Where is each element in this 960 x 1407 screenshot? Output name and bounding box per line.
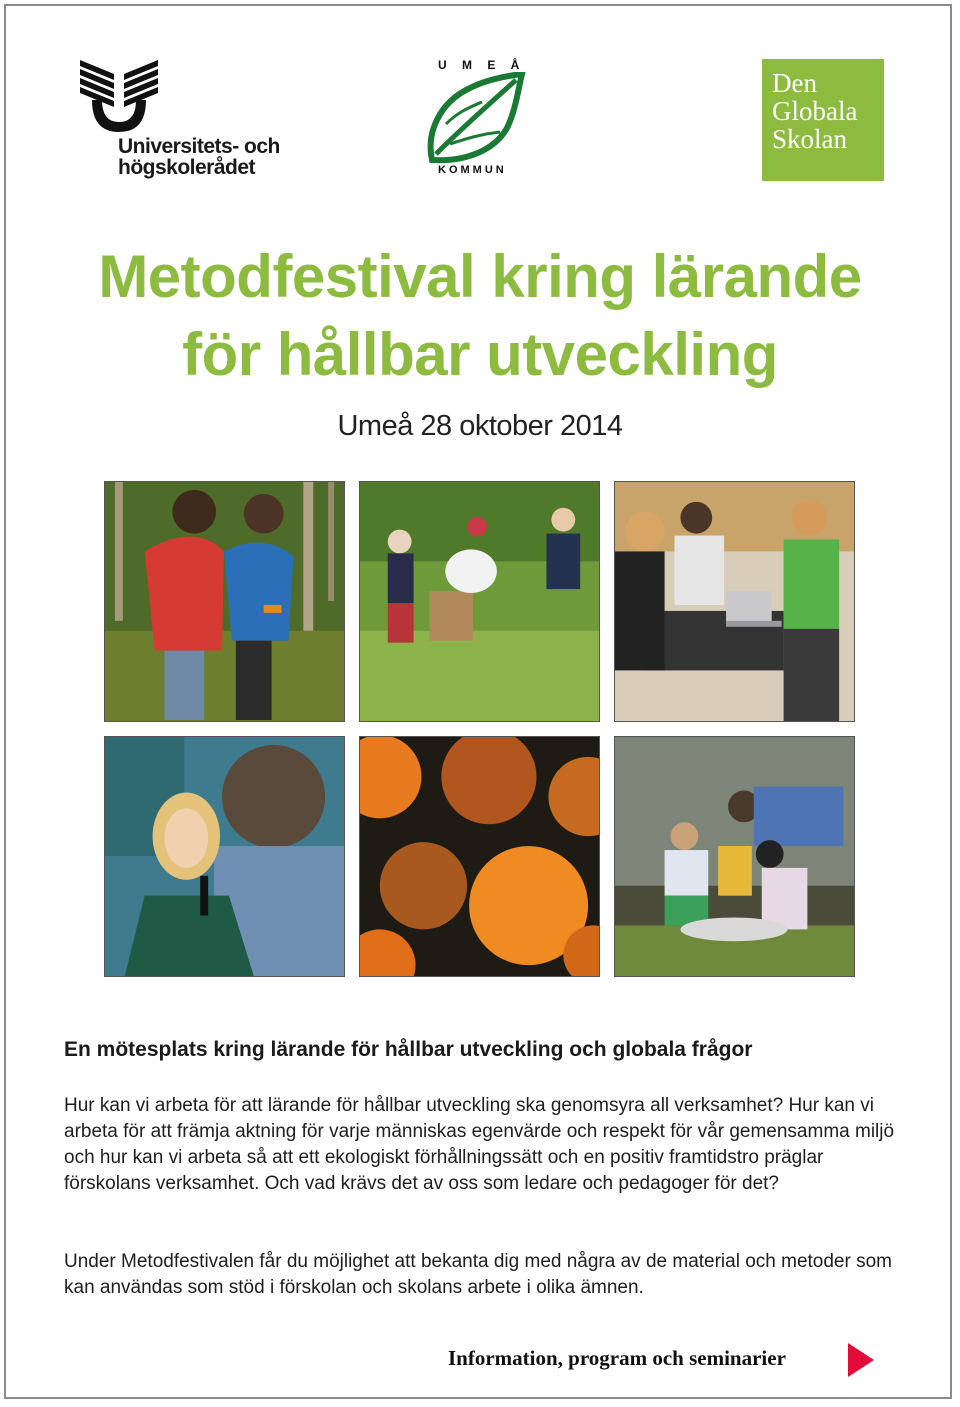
uhr-emblem-icon <box>80 56 170 136</box>
intro-paragraph: Hur kan vi arbeta för att lärande för hållbar utveckling ska genomsyra all verksamhet? Hur kan vi arbeta för att främja aktning för varje människas egenvärde och respekt för vår gemensamma miljö och hur kan vi arbeta så att ett ekologiskt förhållningssätt och en positiv framtidstro präglar förskolans verksamhet. Och vad krävs det av oss som ledare och pedagoger för det? <box>64 1095 895 1194</box>
birch-leaf-icon <box>422 72 526 168</box>
subtitle: En mötesplats kring lärande för hållbar utveckling och globala frågor <box>64 1038 753 1061</box>
photo-children-meadow <box>359 481 600 722</box>
dgs-line1: Den <box>772 68 817 98</box>
umea-logo-top-text: U M E Å <box>438 58 526 72</box>
umea-kommun-logo <box>420 58 530 183</box>
den-globala-skolan-logo <box>762 59 884 181</box>
uhr-logo <box>78 56 298 186</box>
play-arrow-icon[interactable] <box>846 1341 876 1379</box>
photo-forest-kids <box>104 481 345 722</box>
title-line1: Metodfestival kring lärande <box>98 243 862 310</box>
event-date: Umeå 28 oktober 2014 <box>337 410 623 442</box>
uhr-logo-line1: Universitets- och <box>118 135 280 158</box>
info-program-link[interactable]: Information, program och seminarier <box>448 1346 786 1370</box>
page-title <box>0 238 960 394</box>
photo-orange-muffins <box>359 736 600 977</box>
photo-kids-pond <box>614 736 855 977</box>
info-paragraph: Under Metodfestivalen får du möjlighet att bekanta dig med några av de material och metoder som kan användas som stöd i förskolan och skolans arbete i olika ämnen. <box>64 1251 893 1298</box>
photo-workshop-laptops <box>614 481 855 722</box>
uhr-logo-line2: högskolerådet <box>118 156 256 179</box>
dgs-line2: Globala <box>772 96 858 126</box>
title-line2: för hållbar utveckling <box>182 321 778 388</box>
umea-logo-bottom-text: KOMMUN <box>438 164 507 176</box>
dgs-line3: Skolan <box>772 124 848 154</box>
photo-girl-microphone <box>104 736 345 977</box>
